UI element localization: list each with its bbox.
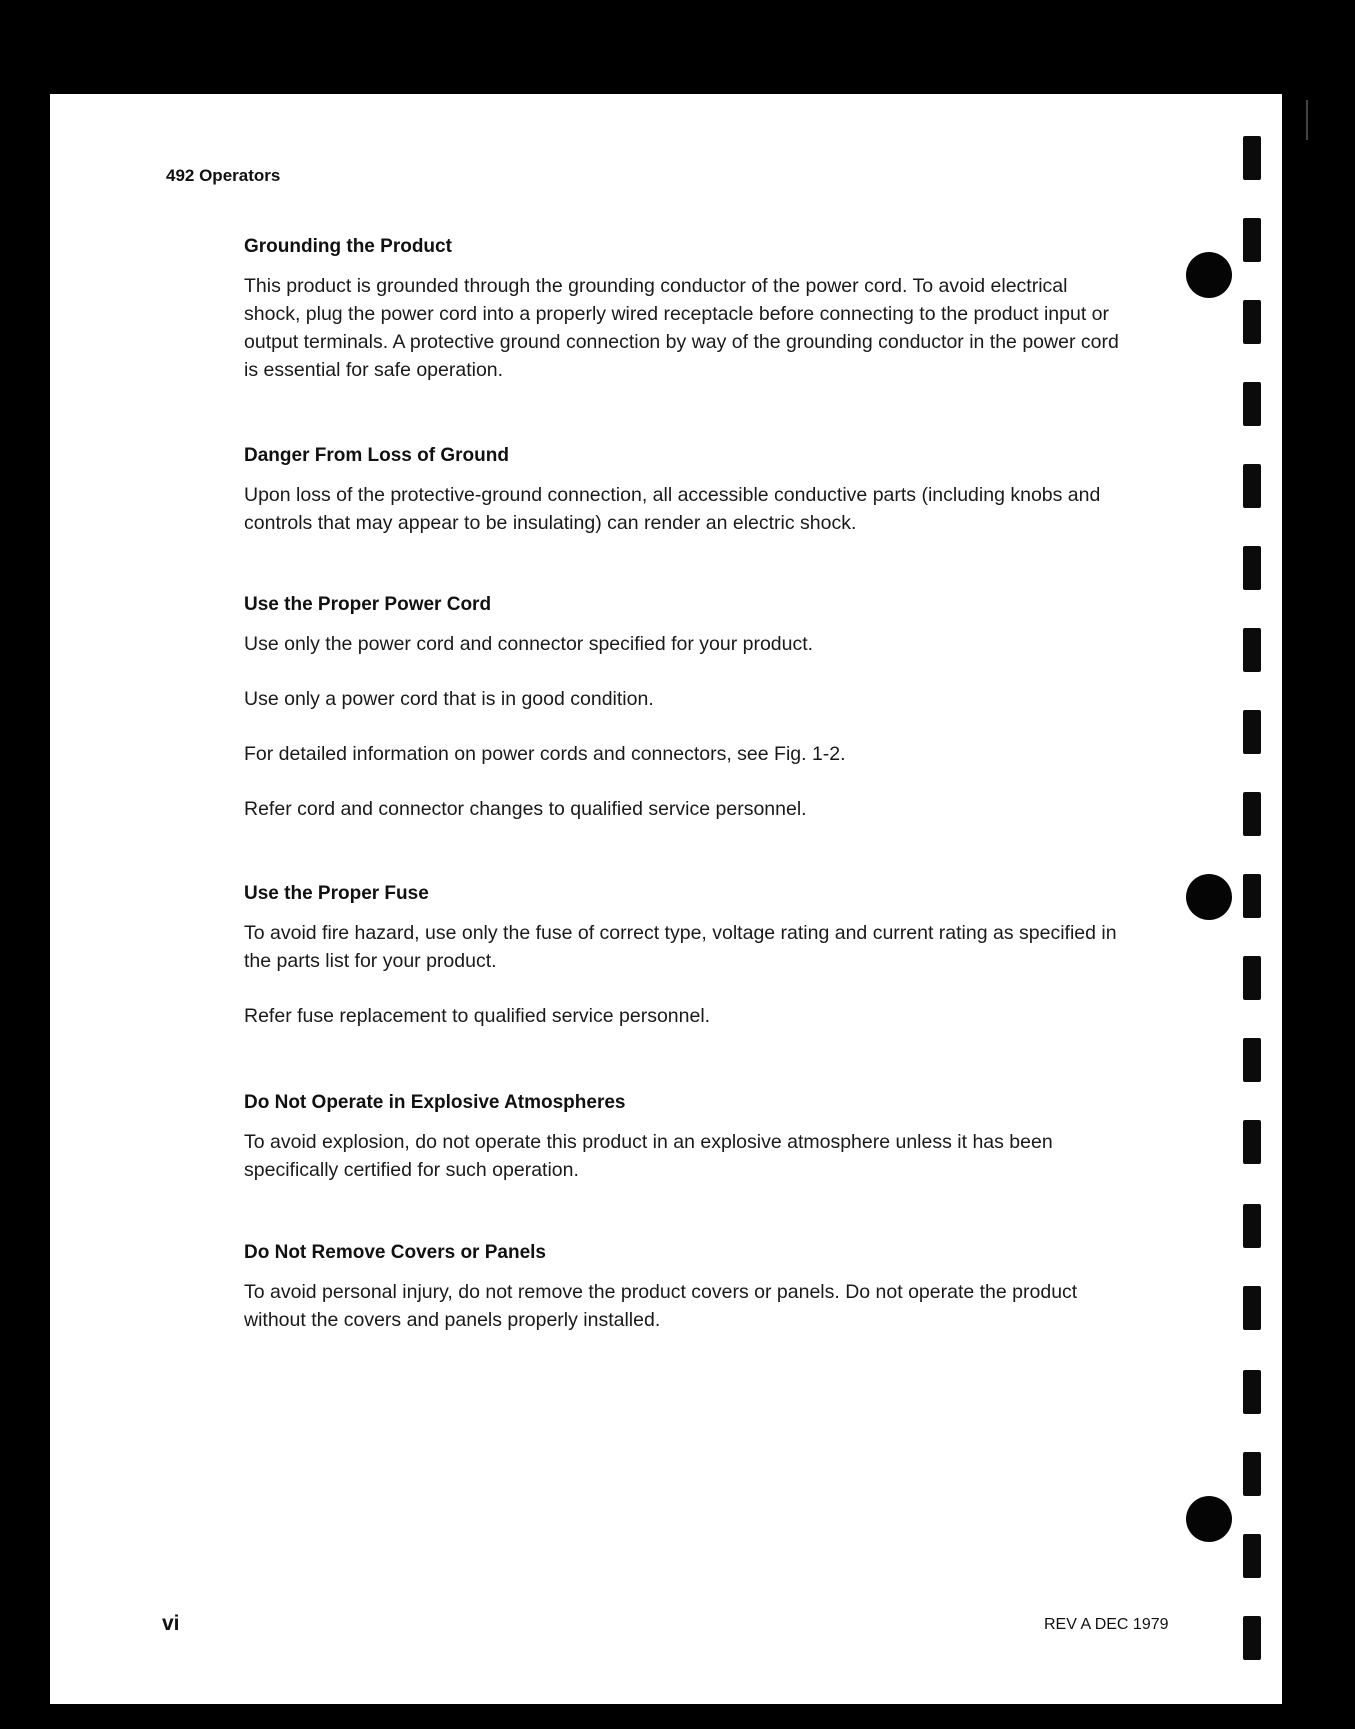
section-paragraph: Upon loss of the protective-ground connection, all accessible conductive parts (including knobs and controls that may appear to be insulating) can render an electric shock. (244, 484, 1101, 534)
section-paragraph: This product is grounded through the grounding conductor of the power cord. To avoid electrical shock, plug the power cord into a properly wired receptacle before connecting to the product input or output terminals. A protective ground connection by way of the grounding conductor in the power cord is essential for safe operation. (244, 275, 1119, 381)
binder-tab (1243, 628, 1261, 672)
binder-tab (1243, 792, 1261, 836)
punch-hole (1186, 252, 1232, 298)
binder-tab (1243, 1204, 1261, 1248)
binder-tab (1243, 1616, 1261, 1660)
binder-tab (1243, 136, 1261, 180)
section-paragraph: Refer cord and connector changes to qualified service personnel. (244, 798, 807, 820)
binder-edge (1306, 100, 1308, 140)
binder-tab (1243, 464, 1261, 508)
binder-tab (1243, 300, 1261, 344)
binder-tab (1243, 956, 1261, 1000)
revision-label: REV A DEC 1979 (1044, 1616, 1169, 1633)
manual-title: 492 Operators (166, 166, 281, 185)
punch-hole (1186, 1496, 1232, 1542)
binder-tab (1243, 1038, 1261, 1082)
binder-tab (1243, 218, 1261, 262)
binder-tab (1243, 1286, 1261, 1330)
section-paragraph: To avoid explosion, do not operate this product in an explosive atmosphere unless it has been specifically certified for such operation. (244, 1131, 1053, 1181)
binder-tab (1243, 1534, 1261, 1578)
binder-tab (1243, 710, 1261, 754)
punch-hole (1186, 874, 1232, 920)
section-heading: Grounding the Product (244, 236, 452, 257)
section-covers (244, 1242, 1124, 1361)
section-heading: Danger From Loss of Ground (244, 445, 509, 466)
section-loss-of-ground (244, 445, 1124, 564)
binder-tab (1243, 1452, 1261, 1496)
section-paragraph: Use only a power cord that is in good condition. (244, 688, 654, 710)
section-grounding (244, 236, 1124, 411)
section-paragraph: For detailed information on power cords and connectors, see Fig. 1-2. (244, 743, 846, 765)
binder-tab (1243, 546, 1261, 590)
section-paragraph: Refer fuse replacement to qualified service personnel. (244, 1005, 711, 1027)
binder-tab (1243, 1120, 1261, 1164)
binder-tab (1243, 874, 1261, 918)
binder-tab (1243, 382, 1261, 426)
section-paragraph: Use only the power cord and connector specified for your product. (244, 633, 814, 655)
section-heading: Do Not Remove Covers or Panels (244, 1242, 546, 1263)
section-heading: Use the Proper Fuse (244, 883, 429, 904)
page-number: vi (162, 1612, 180, 1635)
section-heading: Use the Proper Power Cord (244, 594, 492, 615)
binder-tab (1243, 1370, 1261, 1414)
section-paragraph: To avoid fire hazard, use only the fuse of correct type, voltage rating and current rating as specified in the parts list for your product. (244, 922, 1117, 972)
section-fuse (244, 883, 1124, 1057)
section-heading: Do Not Operate in Explosive Atmospheres (244, 1092, 626, 1113)
section-explosive (244, 1092, 1124, 1211)
section-paragraph: To avoid personal injury, do not remove the product covers or panels. Do not operate the product without the covers and panels properly installed. (244, 1281, 1078, 1331)
section-power-cord (244, 594, 1124, 850)
